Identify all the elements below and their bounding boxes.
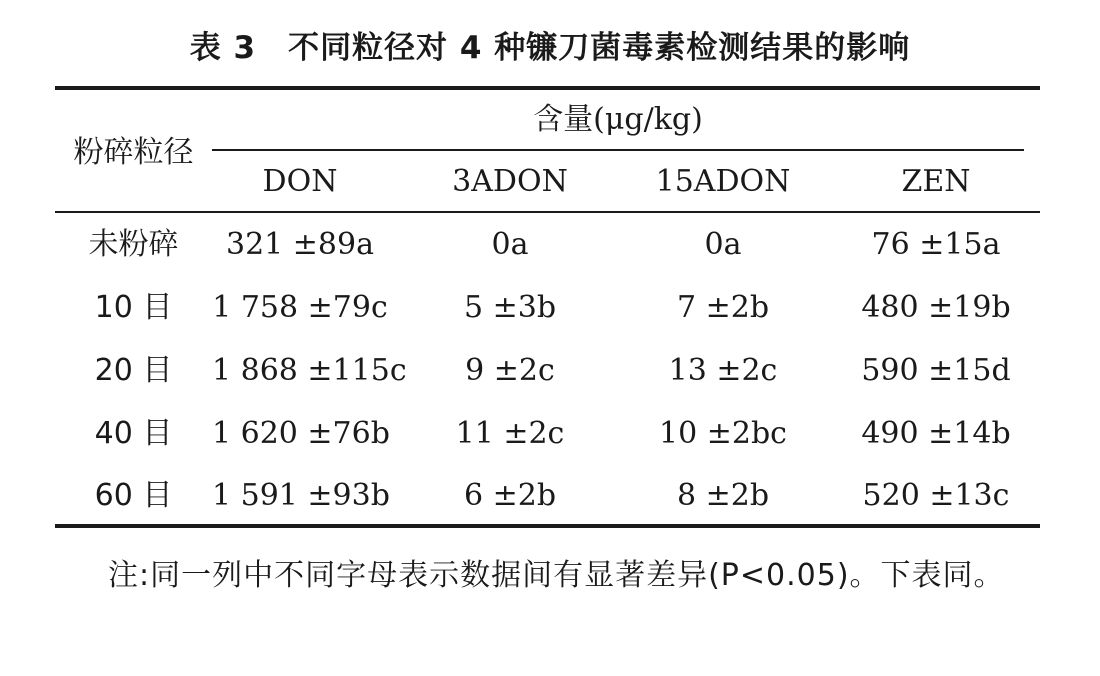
row-label: 60 目: [94, 478, 173, 513]
table-cell: 490 ±14b: [861, 416, 1011, 451]
table-cell: 1 620 ±76b: [212, 416, 390, 451]
table-cell: 1 868 ±115c: [212, 353, 407, 388]
table-bottom-rule: [55, 524, 1040, 528]
table-cell: 0a: [704, 227, 742, 262]
group-header-content: 含量(μg/kg): [533, 102, 703, 137]
table-cell: 321 ±89a: [226, 227, 374, 262]
table-cell: 6 ±2b: [463, 478, 557, 513]
table-cell: 0a: [491, 227, 529, 262]
row-label: 未粉碎: [88, 227, 179, 262]
column-header-zen: ZEN: [901, 164, 971, 199]
table-cell: 1 758 ±79c: [212, 290, 388, 325]
column-header-15adon: 15ADON: [655, 164, 791, 199]
table-cell: 7 ±2b: [676, 290, 770, 325]
row-header-label: 粉碎粒径: [73, 135, 194, 170]
table-cell: 520 ±13c: [862, 478, 1010, 513]
table-cell: 9 ±2c: [465, 353, 555, 388]
table-cell: 590 ±15d: [861, 353, 1011, 388]
table-cell: 76 ±15a: [871, 227, 1001, 262]
table-cell: 480 ±19b: [861, 290, 1011, 325]
table-header-rule: [55, 211, 1040, 213]
table-cell: 8 ±2b: [676, 478, 770, 513]
row-label: 10 目: [94, 290, 173, 325]
table-caption: 表 3 不同粒径对 4 种镰刀菌毒素检测结果的影响: [189, 30, 911, 66]
row-label: 40 目: [94, 416, 173, 451]
group-header-rule: [212, 149, 1024, 151]
table-cell: 1 591 ±93b: [212, 478, 390, 513]
table-cell: 13 ±2c: [668, 353, 778, 388]
table-note: 注:同一列中不同字母表示数据间有显著差异(P<0.05)。下表同。: [108, 558, 1005, 593]
column-header-3adon: 3ADON: [452, 164, 568, 199]
table-cell: 10 ±2bc: [659, 416, 787, 451]
table-top-rule: [55, 86, 1040, 90]
column-header-don: DON: [262, 164, 338, 199]
table-cell: 5 ±3b: [463, 290, 557, 325]
row-label: 20 目: [94, 353, 173, 388]
table-cell: 11 ±2c: [455, 416, 565, 451]
